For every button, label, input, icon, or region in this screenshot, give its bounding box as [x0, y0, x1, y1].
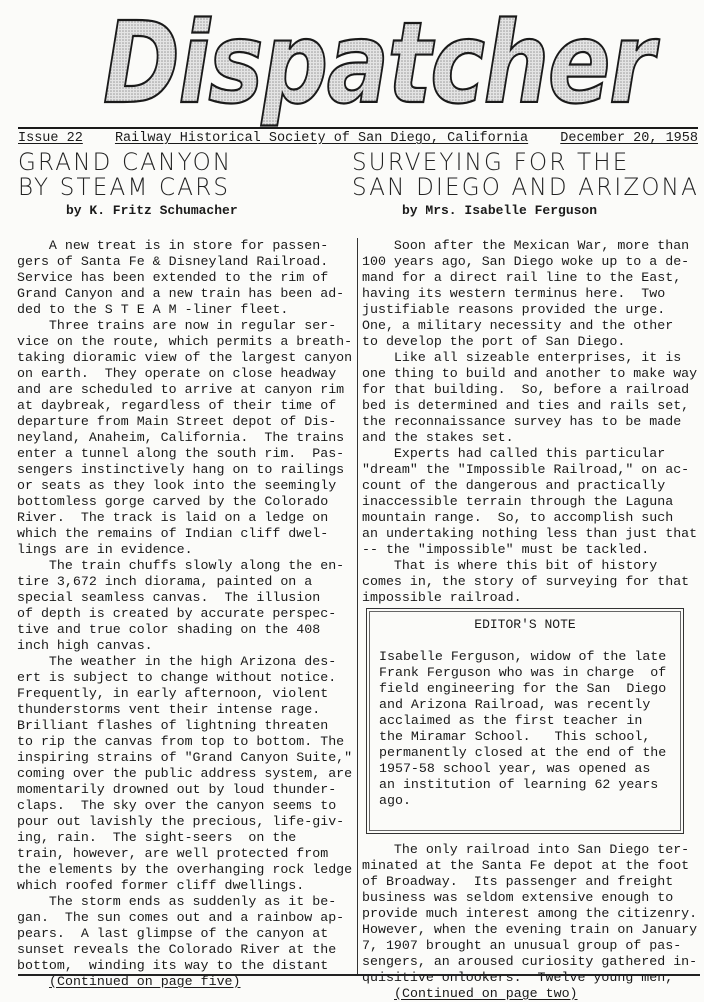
text-line: which roofed former cliff dwellings. — [17, 878, 305, 893]
text-line: of depth is created by accurate perspec- — [17, 606, 337, 621]
text-line: The only railroad into San Diego ter- — [362, 842, 690, 857]
text-line: bed is determined and ties and rails set, — [362, 398, 690, 413]
text-line: departure from Main Street depot of Dis- — [17, 414, 337, 429]
text-line: gers of Santa Fe & Disneyland Railroad. — [17, 254, 329, 269]
text-line: Three trains are now in regular ser- — [17, 318, 337, 333]
text-line: inaccessible terrain through the Laguna — [362, 494, 674, 509]
text-line: That is where this bit of history — [362, 558, 658, 573]
editors-note-box — [366, 608, 684, 834]
text-line: acclaimed as the first teacher in — [379, 713, 643, 728]
left-byline: by K. Fritz Schumacher — [66, 203, 238, 218]
headline-line: SURVEYING FOR THE — [352, 148, 630, 177]
masthead-logo — [95, 0, 665, 129]
text-line: the Miramar School. This school, — [379, 729, 651, 744]
left-headline — [18, 150, 232, 200]
text-line: Grand Canyon and a new train has been ad- — [17, 286, 345, 301]
issue-number: Issue 22 — [18, 131, 83, 146]
text-line: River. The track is laid on a ledge on — [17, 510, 329, 525]
text-line: or seats as they look into the seemingly — [17, 478, 337, 493]
dispatcher-logo — [95, 0, 665, 129]
text-line: provide much interest among the citizenry. — [362, 906, 698, 921]
text-line: mand for a direct rail line to the East, — [362, 270, 682, 285]
text-line: ert is subject to change without notice. — [17, 670, 337, 685]
text-line: ing, rain. The sight-seers on the — [17, 830, 297, 845]
text-line: 7, 1907 brought an unusual group of pas- — [362, 938, 682, 953]
text-line: Frank Ferguson who was in charge of — [379, 665, 667, 680]
text-line: However, when the evening train on January — [362, 922, 698, 937]
text-line: mountain range. So, to accomplish such — [362, 510, 674, 525]
continued-notice — [362, 986, 698, 1002]
text-line: taking dioramic view of the largest canyon — [17, 350, 353, 365]
text-line: claps. The sky over the canyon seems to — [17, 798, 337, 813]
text-line: pour out lavishly the precious, life-giv- — [17, 814, 345, 829]
text-line: and the stakes set. — [362, 430, 514, 445]
text-line: A new treat is in store for passen- — [17, 238, 329, 253]
text-line: minated at the Santa Fe depot at the foot — [362, 858, 690, 873]
text-line: thunderstorms vent their intense rage. — [17, 702, 321, 717]
text-line: inch high canvas. — [17, 638, 153, 653]
text-line: gan. The sun comes out and a rainbow ap- — [17, 910, 345, 925]
text-line: one thing to build and another to make way — [362, 366, 698, 381]
text-line: The storm ends as suddenly as it be- — [17, 894, 337, 909]
text-line: having its western terminus here. Two — [362, 286, 666, 301]
text-line: pears. A last glimpse of the canyon at — [17, 926, 329, 941]
text-line: inspiring strains of "Grand Canyon Suite," — [17, 750, 353, 765]
text-line: which the remains of Indian cliff dwel- — [17, 526, 329, 541]
text-line: 1957-58 school year, was opened as — [379, 761, 651, 776]
text-line: and Arizona Railroad, was recently — [379, 697, 651, 712]
text-line: One, a military necessity and the other — [362, 318, 674, 333]
headline-line: BY STEAM CARS — [18, 174, 231, 202]
logo-title: Dispatcher — [103, 0, 661, 129]
info-line — [18, 128, 698, 146]
text-line: the reconnaissance survey has to be made — [362, 414, 682, 429]
text-line: impossible railroad. — [362, 590, 522, 605]
society-name: Railway Historical Society of San Diego, California — [114, 131, 529, 146]
text-line: sengers instinctively hang on to railings — [17, 462, 345, 477]
right-byline: by Mrs. Isabelle Ferguson — [402, 203, 598, 218]
issue-date: December 20, 1958 — [560, 131, 698, 146]
text-line: field engineering for the San Diego — [379, 681, 667, 696]
text-line: justifiable reasons provided the urge. — [362, 302, 666, 317]
column-divider — [357, 238, 358, 974]
text-line: the elements by the overhanging rock ledge — [17, 862, 353, 877]
text-line: Like all sizeable enterprises, it is — [362, 350, 682, 365]
text-line: comes in, the story of surveying for that — [362, 574, 690, 589]
editors-note-body — [379, 649, 666, 809]
text-line: bottomless gorge carved by the Colorado — [17, 494, 329, 509]
text-line: sunset reveals the Colorado River at the — [17, 942, 337, 957]
text-line: Isabelle Ferguson, widow of the late — [379, 649, 667, 664]
right-article-body — [362, 238, 698, 606]
text-line: tive and true color shading on the 408 — [17, 622, 321, 637]
text-line: lings are in evidence. — [17, 542, 193, 557]
text-line: permanently closed at the end of the — [379, 745, 667, 760]
text-line: Service has been extended to the rim of — [17, 270, 329, 285]
headline-line: GRAND CANYON — [18, 148, 233, 177]
text-line: for that building. So, before a railroad — [362, 382, 690, 397]
text-line: Frequently, in early afternoon, violent — [17, 686, 329, 701]
right-article-continued-body — [362, 842, 698, 1002]
text-line: and are scheduled to arrive at canyon rim — [17, 382, 345, 397]
text-line: The train chuffs slowly along the en- — [17, 558, 345, 573]
text-line: of Broadway. Its passenger and freight — [362, 874, 674, 889]
editors-note-title: EDITOR'S NOTE — [474, 617, 576, 632]
text-line: tire 3,672 inch diorama, painted on a — [17, 574, 313, 589]
text-line: vice on the route, which permits a breath- — [17, 334, 353, 349]
text-line: business was seldom extensive enough to — [362, 890, 674, 905]
text-line: ago. — [379, 793, 411, 808]
text-line: momentarily drowned out by loud thunder- — [17, 782, 337, 797]
text-line: bottom, winding its way to the distant — [17, 958, 329, 973]
text-line: an undertaking nothing less than just that — [362, 526, 698, 541]
text-line: Brilliant flashes of lightning threaten — [17, 718, 329, 733]
text-line: sengers, an aroused curiosity gathered in- — [362, 954, 698, 969]
text-line: 100 years ago, San Diego woke up to a de- — [362, 254, 690, 269]
left-article-body — [17, 238, 353, 990]
text-line: at daybreak, regardless of their time of — [17, 398, 337, 413]
continued-notice — [17, 974, 353, 990]
text-line: Experts had called this particular — [362, 446, 666, 461]
continued-link: (Continued on page two) — [394, 986, 578, 1001]
text-line: Soon after the Mexican War, more than — [362, 238, 690, 253]
text-line: coming over the public address system, are — [17, 766, 353, 781]
text-line: special seamless canvas. The illusion — [17, 590, 321, 605]
text-line: an institution of learning 62 years — [379, 777, 659, 792]
text-line: The weather in the high Arizona des- — [17, 654, 337, 669]
right-headline — [352, 150, 699, 200]
text-line: to develop the port of San Diego. — [362, 334, 626, 349]
text-line: on earth. They operate on close headway — [17, 366, 337, 381]
text-line: count of the dangerous and practically — [362, 478, 666, 493]
text-line: to rip the canvas from top to bottom. The — [17, 734, 345, 749]
bottom-rule — [18, 974, 700, 976]
continued-link: (Continued on page five) — [49, 974, 241, 989]
text-line: neyland, Anaheim, California. The trains — [17, 430, 345, 445]
text-line: enter a tunnel along the south rim. Pas- — [17, 446, 345, 461]
text-line: "dream" the "Impossible Railroad," on ac- — [362, 462, 690, 477]
text-line: train, however, are well protected from — [17, 846, 329, 861]
text-line: ded to the S T E A M -liner fleet. — [17, 302, 289, 317]
headline-line: SAN DIEGO AND ARIZONA — [352, 174, 699, 202]
text-line: quisitive onlookers. Twelve young men, — [362, 970, 674, 985]
text-line: -- the "impossible" must be tackled. — [362, 542, 650, 557]
